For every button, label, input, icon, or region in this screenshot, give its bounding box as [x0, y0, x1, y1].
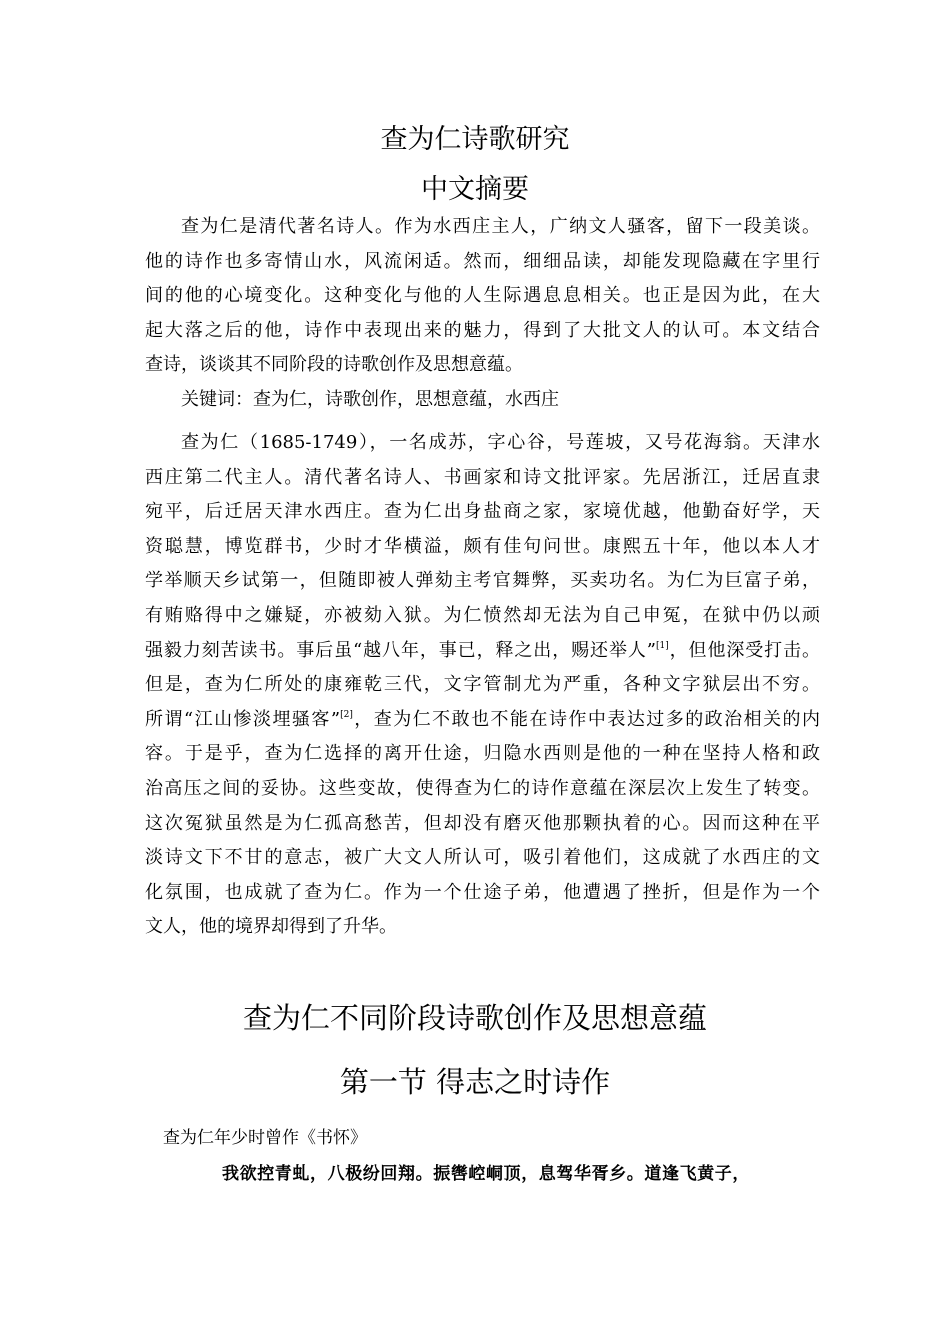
paper-title: 查为仁诗歌研究 [380, 124, 570, 155]
intro-line: 查为仁（1685-1749），一名成苏，字心谷，号莲坡，又号花海翁。天津水 [181, 432, 820, 453]
abstract-paragraph [145, 210, 820, 418]
intro-text: 所谓“江山惨淡埋骚客” [145, 708, 341, 730]
abstract-line: 起大落之后的他，诗作中表现出来的魅力，得到了大批文人的认可。本文结合 [145, 319, 820, 341]
intro-line [145, 703, 820, 738]
intro-line: 容。于是乎，查为仁选择的离开仕途，归隐水西则是他的一种在坚持人格和政 [145, 743, 820, 765]
footnote-ref-1[interactable]: [1] [655, 640, 669, 651]
intro-line: 学举顺天乡试第一，但随即被人弹劾主考官舞弊，买卖功名。为仁为巨富子弟， [145, 570, 820, 592]
intro-line: 化氛围，也成就了查为仁。作为一个仕途子弟，他遭遇了挫折，但是作为一个 [145, 881, 820, 903]
poem-line: 我欲控青虬，八极纷回翔。振辔崆峒顶，息驾华胥乡。道逢飞黄子， [222, 1164, 750, 1184]
intro-line: 宛平，后迁居天津水西庄。查为仁出身盐商之家，家境优越，他勤奋好学，天 [145, 501, 820, 523]
intro-text: 强毅力刻苦读书。事后虽“越八年，事已，释之出，赐还举人” [145, 639, 656, 661]
poem-intro: 查为仁年少时曾作《书怀》 [163, 1128, 367, 1148]
chapter-heading: 查为仁不同阶段诗歌创作及思想意蕴 [242, 1001, 707, 1035]
intro-text: ，但他深受打击。 [668, 639, 820, 661]
keywords-line [145, 383, 820, 418]
intro-text: ，查为仁不敢也不能在诗作中表达过多的政治相关的内 [352, 708, 821, 730]
abstract-heading: 中文摘要 [421, 174, 529, 205]
abstract-line: 查为仁是清代著名诗人。作为水西庄主人，广纳文人骚客，留下一段美谈。 [181, 216, 820, 237]
intro-line: 文人，他的境界却得到了升华。 [145, 916, 397, 938]
abstract-line: 他的诗作也多寄情山水，风流闲适。然而，细细品读，却能发现隐藏在字里行 [145, 250, 820, 272]
footnote-ref-2[interactable]: [2] [340, 709, 353, 720]
intro-line [145, 634, 820, 669]
intro-line: 但是，查为仁所处的康雍乾三代，文字管制尤为严重，各种文字狱层出不穷。 [145, 674, 820, 696]
keywords-text: 查为仁，诗歌创作，思想意蕴，水西庄 [253, 388, 559, 410]
intro-line: 淡诗文下不甘的意志，被广大文人所认可，吸引着他们，这成就了水西庄的文 [145, 847, 820, 869]
intro-line: 有贿赂得中之嫌疑，亦被劾入狱。为仁愤然却无法为自己申冤，在狱中仍以顽 [145, 604, 820, 626]
intro-line: 治高压之间的妥协。这些变故，使得查为仁的诗作意蕴在深层次上发生了转变。 [145, 777, 820, 799]
abstract-line: 查诗，谈谈其不同阶段的诗歌创作及思想意蕴。 [145, 354, 523, 376]
intro-paragraph [145, 426, 820, 945]
intro-line: 西庄第二代主人。清代著名诗人、书画家和诗文批评家。先居浙江，迁居直隶 [145, 466, 820, 488]
intro-line: 这次冤狱虽然是为仁孤高愁苦，但却没有磨灭他那颗执着的心。因而这种在平 [145, 812, 820, 834]
intro-line: 资聪慧，博览群书，少时才华横溢，颇有佳句问世。康熙五十年，他以本人才 [145, 535, 820, 557]
section-heading: 第一节 得志之时诗作 [339, 1065, 611, 1099]
abstract-line: 间的他的心境变化。这种变化与他的人生际遇息息相关。也正是因为此，在大 [145, 285, 820, 307]
keywords-label: 关键词： [181, 388, 253, 410]
